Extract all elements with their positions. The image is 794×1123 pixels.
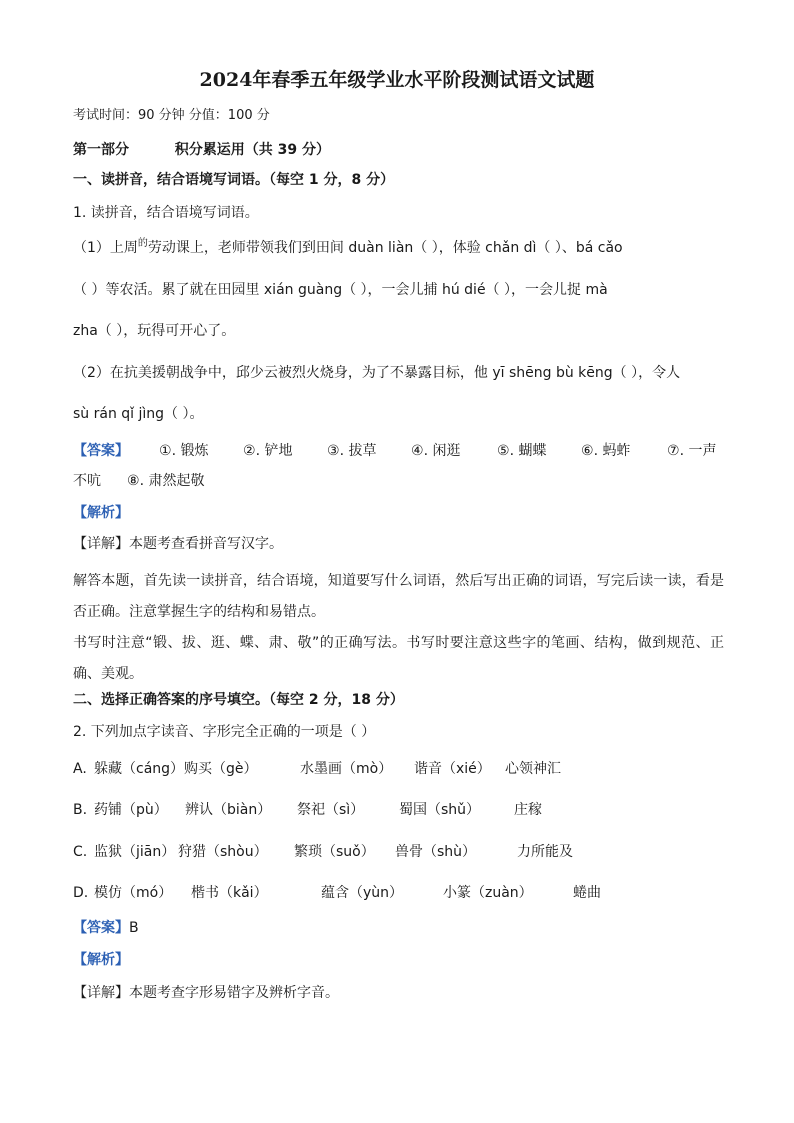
q1-answer-row [73,441,724,461]
answer-item: ⑤. 蝴蝶 [497,443,547,459]
section2-heading: 二、选择正确答案的序号填空。（每空 2 分，18 分） [73,692,404,708]
q1-line-2: （ ）等农活。累了就在田园里 xián guàng（ ），一会儿捕 hú dié（ ），一会儿捉 mà [73,282,608,298]
analysis-label: 【解析】 [73,505,129,521]
answer-label: 【答案】 [73,443,129,459]
option-word: 蜷曲 [573,885,601,901]
q2-answer-row [73,918,724,938]
section1-heading: 一、读拼音，结合语境写词语。（每空 1 分，8 分） [73,172,395,188]
answer-item: ④. 闲逛 [411,443,461,459]
detail-line [73,534,724,554]
answer-item: ⑧. 肃然起敬 [127,473,205,489]
answer-item: ②. 铲地 [243,443,293,459]
paragraph-1: 解答本题，首先读一读拼音，结合语境，知道要写什么词语，然后写出正确的词语，写完后读一读，看是否正确。注意掌握生字的结构和易错点。 [73,573,724,620]
q2-stem: 2. 下列加点字读音、字形完全正确的一项是（ ） [73,724,376,740]
option-word: 谐音（xié） [414,761,491,777]
q1-line-4: （2）在抗美援朝战争中，邱少云被烈火烧身，为了不暴露目标，他 yī shēng bù kēng（ ），令人 [73,365,681,381]
option-word: 繁琐（suǒ） [294,844,375,860]
option-word: 辨认（biàn） [185,802,272,818]
option-label: B. [73,802,88,818]
option-word: 兽骨（shù） [395,844,477,860]
q1-line-3: zha（ ），玩得可开心了。 [73,323,236,339]
option-word: 躲藏（cáng） [94,761,185,777]
detail-text: 本题考查看拼音写汉字。 [129,536,283,552]
option-word: 力所能及 [517,844,573,860]
option-word: 水墨画（mò） [300,761,393,777]
option-label: C. [73,844,88,860]
detail-line [73,983,724,1003]
option-word: 小篆（zuàn） [443,885,533,901]
answer-value: B [129,920,139,936]
option-word: 蕴含（yùn） [321,885,404,901]
answer-continuation: 不吭 [73,473,101,489]
option-word: 监狱（jiān） [94,844,176,860]
q1-line-1-small-de: 的 [137,238,148,249]
q1-line-1-rest: 劳动课上，老师带领我们到田间 duàn liàn（ ），体验 chǎn dì（ ）、bá cǎo [147,240,623,256]
page-title: 2024年春季五年级学业水平阶段测试语文试题 [199,69,595,91]
answer-item: ⑦. 一声 [667,443,717,459]
option-word: 模仿（mó） [94,885,173,901]
answer-item: ③. 拔草 [327,443,377,459]
answer-label: 【答案】 [73,920,129,936]
option-word: 购买（gè） [184,761,258,777]
detail-text: 本题考查字形易错字及辨析字音。 [129,985,339,1001]
answer-item: ⑥. 蚂蚱 [581,443,631,459]
detail-label: 【详解】 [73,985,129,1001]
q1-line-1-start: （1）上周 [73,240,138,256]
option-label: D. [73,885,89,901]
answer-item: ①. 锻炼 [159,443,209,459]
analysis-label: 【解析】 [73,952,129,968]
q1-line-5: sù rán qǐ jìng（ ）。 [73,406,204,422]
option-word: 庄稼 [514,802,542,818]
option-word: 祭祀（sì） [297,802,365,818]
part-label: 第一部分 [73,142,129,158]
option-word: 心领神汇 [505,761,561,777]
part-heading [73,140,724,160]
q1-stem: 1. 读拼音，结合语境写词语。 [73,205,259,221]
paragraph-2: 书写时注意“锻、拔、逛、蝶、肃、敬”的正确写法。书写时要注意这些字的笔画、结构，做到规范、正确、美观。 [73,635,724,682]
part-name: 积分累运用（共 39 分） [174,142,330,158]
detail-label: 【详解】 [73,536,129,552]
option-label: A. [73,761,87,777]
exam-info: 考试时间：90 分钟 分值：100 分 [73,108,270,123]
option-word: 楷书（kǎi） [191,885,268,901]
option-word: 狩猎（shòu） [178,844,268,860]
option-word: 蜀国（shǔ） [399,802,481,818]
q1-answer-row-2 [73,471,724,491]
option-word: 药铺（pù） [94,802,168,818]
q1-line-1 [73,238,724,260]
